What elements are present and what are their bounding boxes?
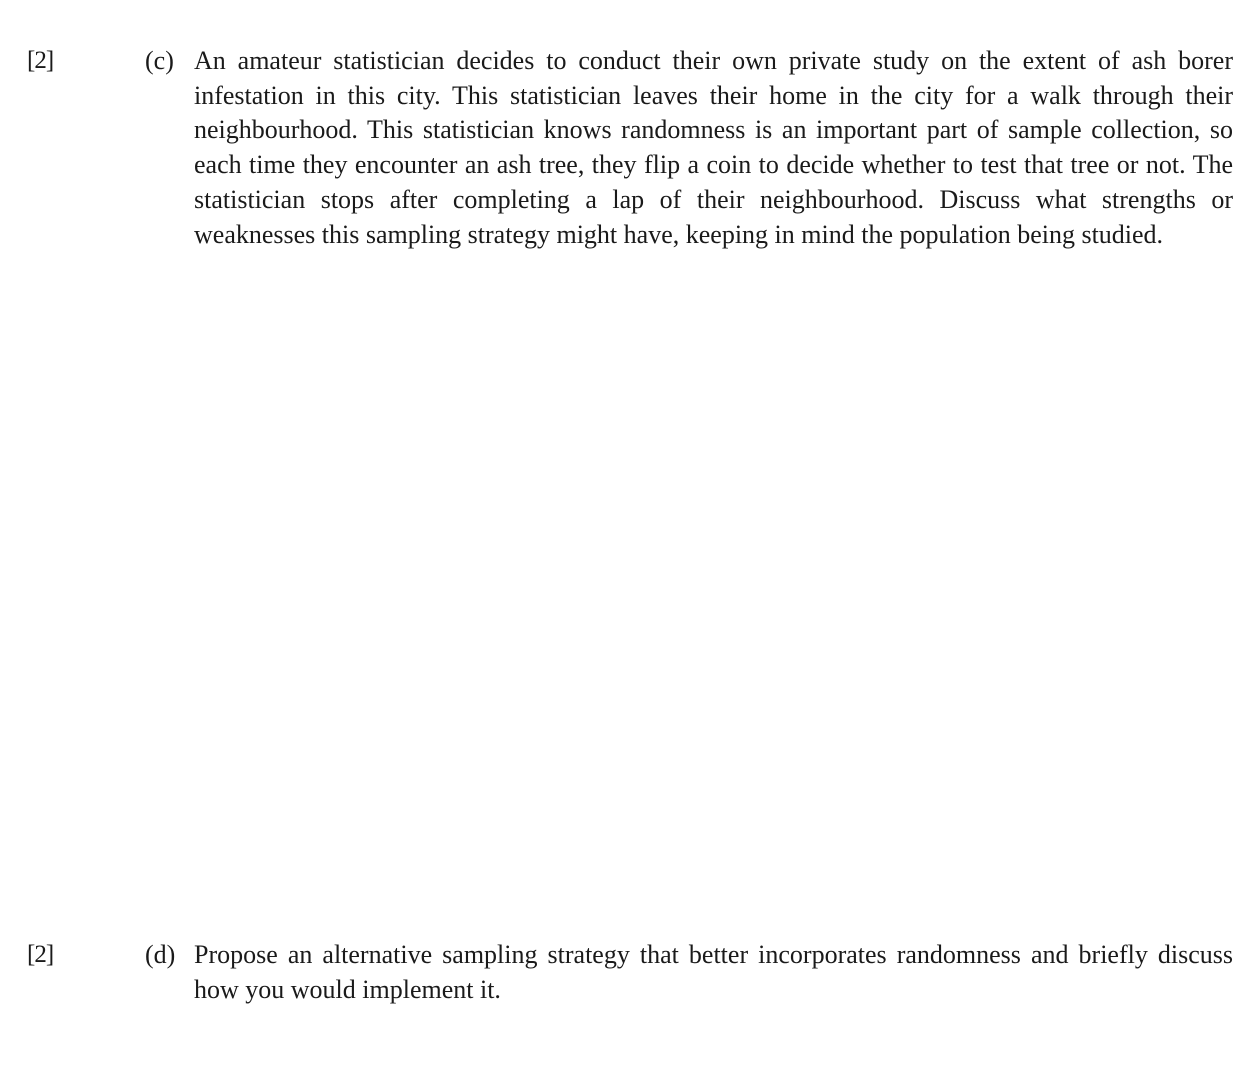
question-c-label: (c): [145, 46, 174, 75]
question-c-marks: [2]: [27, 47, 54, 74]
question-c-text: An amateur statistician decides to conduct their own private study on the extent of ash borer infestation in this city. This statistician leaves their home in the city for a walk through their neighbourhood. This statistician knows randomness is an important part of sample collection, so each time they encounter an ash tree, they flip a coin to decide whether to test that tree or not. The statistician stops after completing a lap of their neighbourhood. Discuss what strengths or weaknesses this sampling strategy might have, keeping in mind the population being studied.: [194, 46, 1233, 249]
question-c-body: [145, 44, 1233, 252]
question-d-label: (d): [145, 940, 176, 969]
question-d-body: [145, 938, 1233, 1007]
question-d-text: Propose an alternative sampling strategy that better incorporates randomness and briefly discuss how you would implement it.: [194, 940, 1233, 1004]
question-d-marks: [2]: [27, 941, 54, 968]
